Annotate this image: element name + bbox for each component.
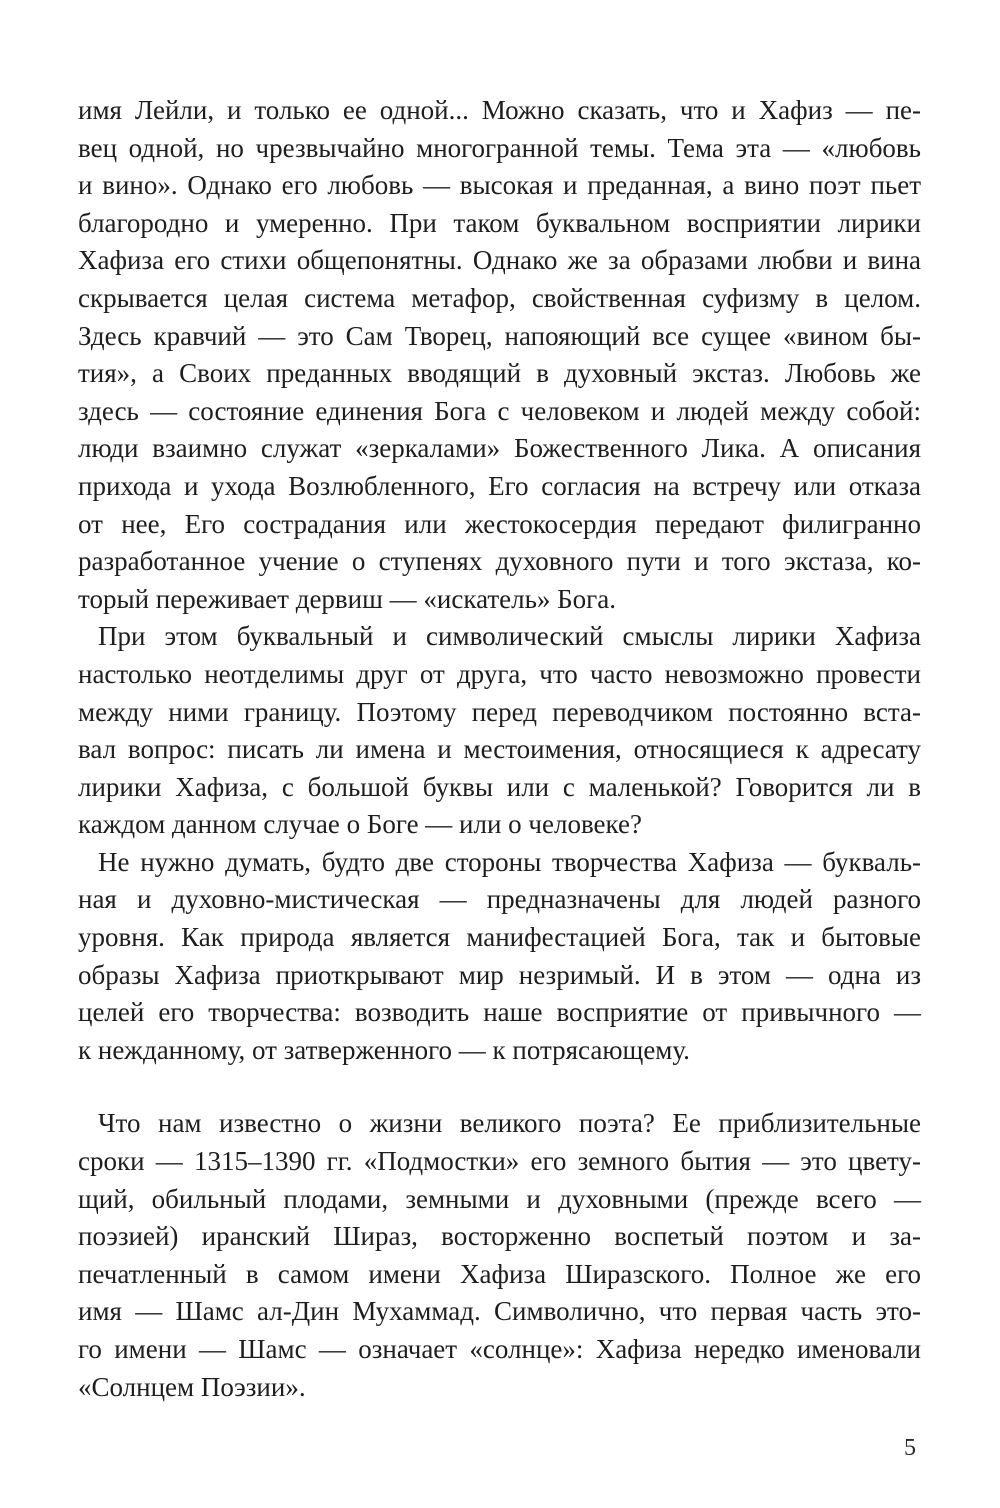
text-line: Не нужно думать, будто две стороны творчества Хафиза — букваль- <box>98 846 921 877</box>
text-line: между ними границу. Поэтому перед переводчиком постоянно вста- <box>78 696 921 727</box>
text-line: имя Лейли, и только ее одной... Можно сказать, что и Хафиз — пе- <box>78 95 921 125</box>
text-line: поэзией) иранский Шираз, восторженно воспетый поэтом и за- <box>78 1221 921 1252</box>
text-line: имя — Шамс ал-Дин Мухаммад. Символично, что первая часть это- <box>78 1296 921 1327</box>
text-line: здесь — состояние единения Бога с человеком и людей между собой: <box>78 395 921 426</box>
text-line: настолько неотделимы друг от друга, что часто невозможно провести <box>78 658 921 689</box>
text-line: разработанное учение о ступенях духовного пути и того экстаза, ко- <box>78 546 921 577</box>
text-line: сроки — 1315–1390 гг. «Подмостки» его земного бытия — это цвету- <box>78 1146 921 1177</box>
body-text <box>78 92 921 1406</box>
text-line: «Солнцем Поэзии». <box>78 1371 306 1402</box>
text-line: от нее, Его сострадания или жестокосердия передают филигранно <box>78 508 921 539</box>
text-line: Что нам известно о жизни великого поэта? Ее приблизительные <box>98 1108 921 1139</box>
text-line: торый переживает дервиш — «искатель» Бога. <box>78 583 616 614</box>
text-line: го имени — Шамс — означает «солнце»: Хафиза нередко именовали <box>78 1334 921 1364</box>
text-line: и вино». Однако его любовь — высокая и преданная, а вино поэт пьет <box>78 170 921 201</box>
paragraph-4 <box>78 1105 921 1406</box>
text-line: люди взаимно служат «зеркалами» Божественного Лика. А описания <box>78 433 921 464</box>
page-number: 5 <box>904 1435 916 1461</box>
text-line: образы Хафиза приоткрывают мир незримый. И в этом — одна из <box>78 959 921 990</box>
text-line: Здесь кравчий — это Сам Творец, напояющий все сущее «вином бы- <box>78 320 921 351</box>
text-line: лирики Хафиза, с большой буквы или с маленькой? Говорится ли в <box>78 771 921 802</box>
text-line: к нежданному, от затверженного — к потрясающему. <box>78 1034 690 1065</box>
text-line: вец одной, но чрезвычайно многогранной темы. Тема эта — «любовь <box>78 132 921 163</box>
text-line: Хафиза его стихи общепонятны. Однако же за образами любви и вина <box>78 245 921 276</box>
text-line: печатленный в самом имени Хафиза Ширазского. Полное же его <box>78 1258 921 1289</box>
text-line: прихода и ухода Возлюбленного, Его согласия на встречу или отказа <box>78 470 921 501</box>
paragraph-2 <box>78 618 921 844</box>
text-line: каждом данном случае о Боге — или о человеке? <box>78 809 642 840</box>
text-line: скрывается целая система метафор, свойственная суфизму в целом. <box>78 282 921 313</box>
text-line: целей его творчества: возводить наше восприятие от привычного — <box>78 997 921 1028</box>
paragraph-1 <box>78 92 921 618</box>
text-line: тия», а Своих преданных вводящий в духовный экстаз. Любовь же <box>78 358 921 389</box>
text-line: благородно и умеренно. При таком буквальном восприятии лирики <box>78 207 921 238</box>
section-break <box>78 1069 921 1105</box>
paragraph-3 <box>78 844 921 1070</box>
text-line: ная и духовно-мистическая — предназначены для людей разного <box>78 884 921 915</box>
text-line: уровня. Как природа является манифестацией Бога, так и бытовые <box>78 922 921 953</box>
text-line: вал вопрос: писать ли имена и местоимения, относящиеся к адресату <box>78 734 921 765</box>
text-line: При этом буквальный и символический смыслы лирики Хафиза <box>98 621 921 652</box>
text-line: щий, обильный плодами, земными и духовными (прежде всего — <box>78 1183 921 1214</box>
